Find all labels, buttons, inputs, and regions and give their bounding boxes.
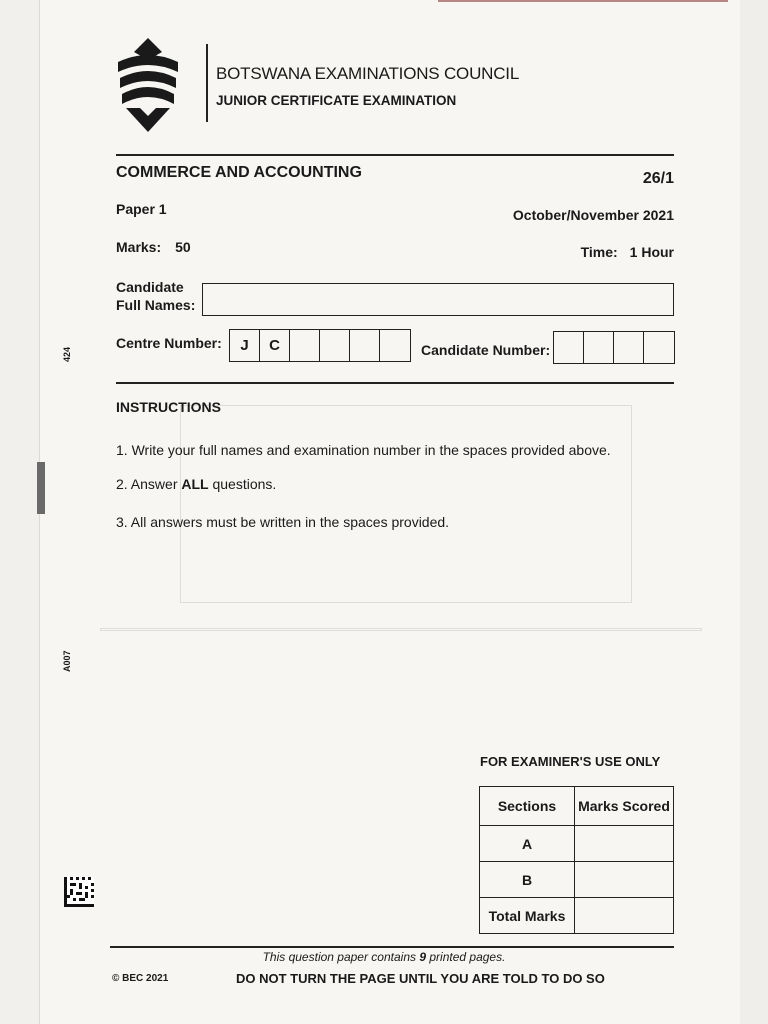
section-b-label: B xyxy=(480,862,575,898)
show-through-line xyxy=(100,628,702,631)
section-a-label: A xyxy=(480,826,575,862)
candidate-label-line2: Full Names: xyxy=(116,297,196,313)
instruction-1: 1. Write your full names and examination number in the spaces provided above. xyxy=(116,442,611,458)
data-matrix-code xyxy=(64,876,94,908)
section-a-score[interactable] xyxy=(575,826,674,862)
top-edge-mark xyxy=(438,0,728,2)
page-count-note xyxy=(0,950,768,964)
council-name: BOTSWANA EXAMINATIONS COUNCIL xyxy=(216,64,520,83)
instruction-2-text: 2. Answer xyxy=(116,476,182,492)
subject-title: COMMERCE AND ACCOUNTING xyxy=(116,164,362,181)
time-label: Time: xyxy=(580,244,618,260)
centre-cell[interactable]: C xyxy=(260,330,290,361)
instruction-2-text-end: questions. xyxy=(208,476,277,492)
do-not-turn-warning: DO NOT TURN THE PAGE UNTIL YOU ARE TOLD TO DO SO xyxy=(236,971,605,986)
rule-bottom xyxy=(110,946,674,948)
section-b-score[interactable] xyxy=(575,862,674,898)
table-row xyxy=(480,862,674,898)
page-count-text: This question paper contains xyxy=(262,950,420,964)
time-value: 1 Hour xyxy=(629,244,674,260)
table-row xyxy=(480,898,674,934)
marks-label: Marks: xyxy=(116,239,162,255)
candidate-number-cell[interactable] xyxy=(614,332,644,363)
centre-cell[interactable] xyxy=(350,330,380,361)
centre-cell[interactable]: J xyxy=(230,330,260,361)
candidate-names-field[interactable] xyxy=(202,283,674,316)
rule-top xyxy=(116,154,674,156)
side-code-top: 424 xyxy=(62,346,72,362)
total-marks xyxy=(116,239,191,255)
instruction-2 xyxy=(116,476,276,492)
bec-logo xyxy=(116,38,180,134)
exam-duration xyxy=(581,244,674,260)
centre-cell[interactable] xyxy=(290,330,320,361)
side-code-bottom: A007 xyxy=(62,650,72,672)
total-marks-label: Total Marks xyxy=(480,898,575,934)
total-marks-score[interactable] xyxy=(575,898,674,934)
page-count-text-end: printed pages. xyxy=(426,950,506,964)
candidate-number-cell[interactable] xyxy=(554,332,584,363)
centre-cell[interactable] xyxy=(380,330,410,361)
candidate-number-label: Candidate Number: xyxy=(421,342,551,358)
candidate-names-label xyxy=(116,278,195,314)
sections-header: Sections xyxy=(480,787,575,826)
candidate-number-cell[interactable] xyxy=(584,332,614,363)
centre-number-field[interactable] xyxy=(229,329,411,362)
candidate-number-field[interactable] xyxy=(553,331,675,364)
centre-cell[interactable] xyxy=(320,330,350,361)
exam-name: JUNIOR CERTIFICATE EXAMINATION xyxy=(216,93,457,108)
candidate-label-line1: Candidate xyxy=(116,279,184,295)
examiner-marks-table xyxy=(479,786,674,934)
binder-mark xyxy=(37,462,45,514)
header-divider xyxy=(206,44,208,122)
examiner-heading: FOR EXAMINER'S USE ONLY xyxy=(480,754,661,769)
candidate-number-cell[interactable] xyxy=(644,332,674,363)
instruction-2-emphasis: ALL xyxy=(181,476,209,492)
rule-middle xyxy=(116,382,674,384)
paper-code: 26/1 xyxy=(642,170,674,187)
centre-number-label: Centre Number: xyxy=(116,335,222,351)
table-row xyxy=(480,826,674,862)
marks-scored-header: Marks Scored xyxy=(575,787,674,826)
instructions-heading: INSTRUCTIONS xyxy=(116,399,221,415)
exam-session: October/November 2021 xyxy=(512,207,674,223)
instruction-3: 3. All answers must be written in the spaces provided. xyxy=(116,514,450,530)
page-count-number: 9 xyxy=(419,950,427,964)
copyright-notice: © BEC 2021 xyxy=(112,973,169,984)
marks-value: 50 xyxy=(175,239,191,255)
show-through-table xyxy=(180,405,632,603)
paper-number: Paper 1 xyxy=(116,201,167,217)
scanner-margin xyxy=(0,0,40,1024)
